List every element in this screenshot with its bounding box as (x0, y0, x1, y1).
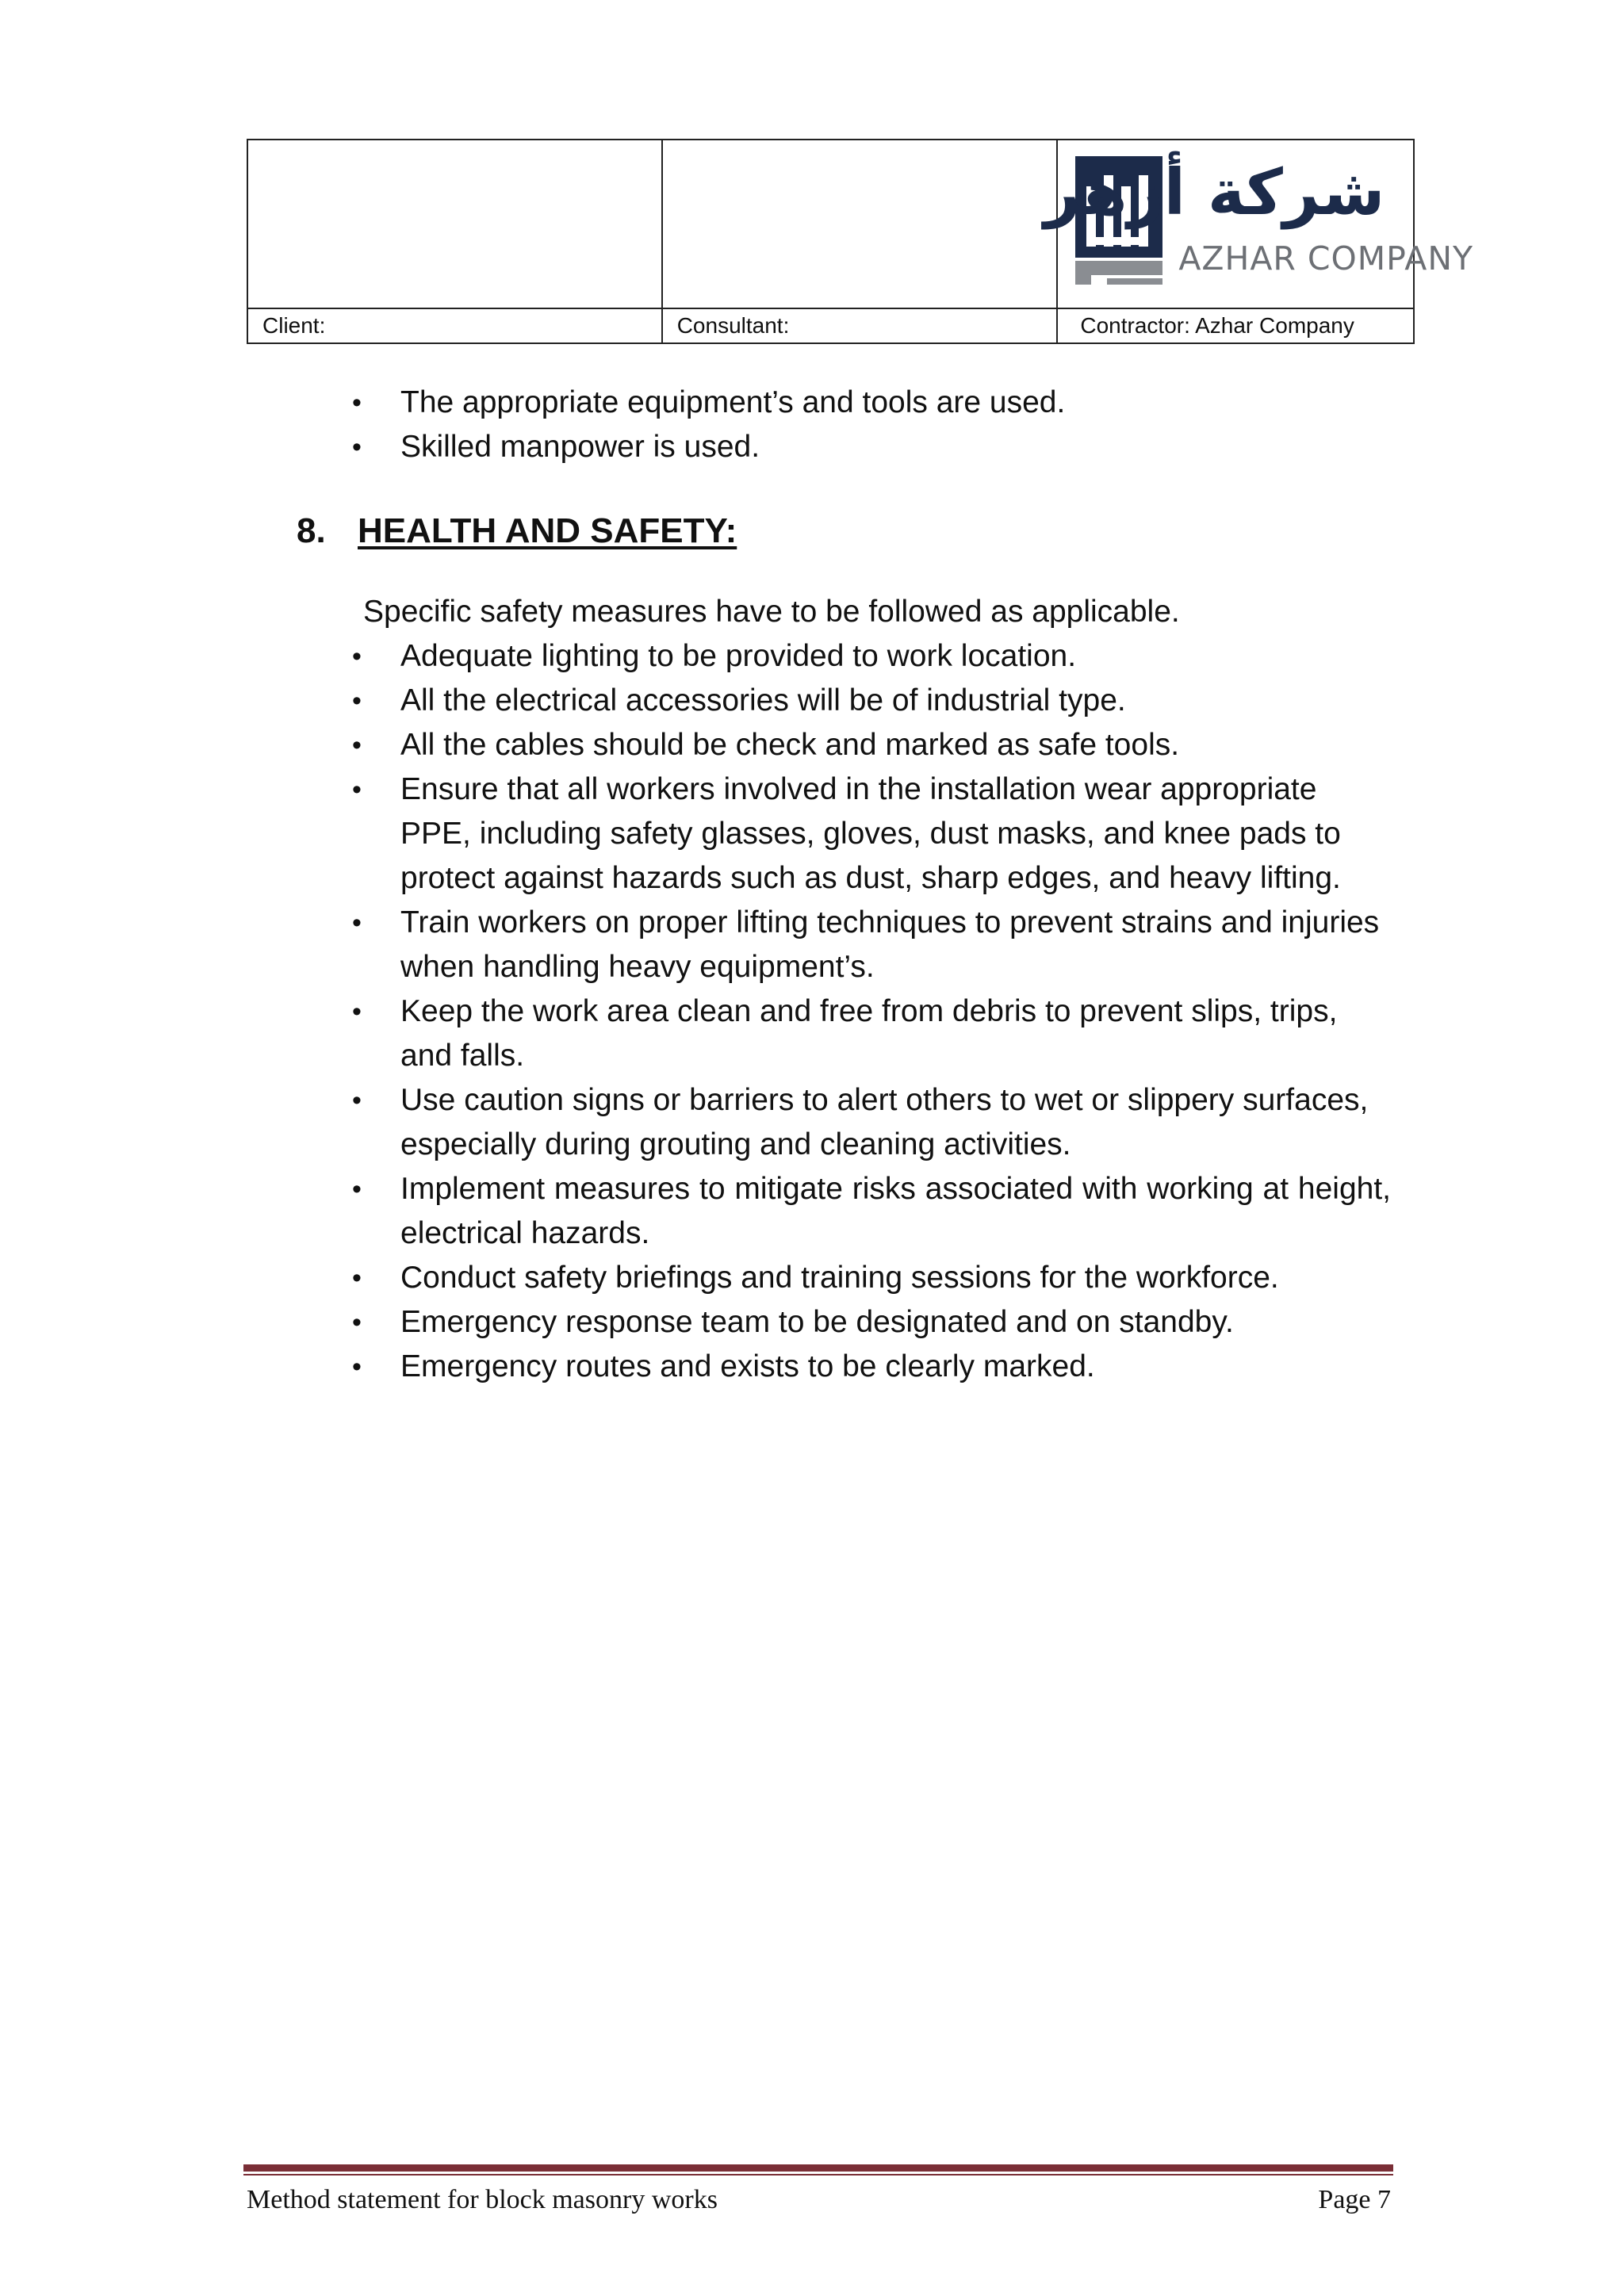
list-item: • Adequate lighting to be provided to work location. (350, 634, 1391, 679)
safety-measures-list (350, 634, 1391, 1389)
list-item: • Emergency routes and exists to be clearly marked. (350, 1345, 1391, 1389)
bullet-icon: • (352, 730, 362, 760)
footer-page-number: Page 7 (1318, 2185, 1391, 2214)
bullet-icon: • (352, 432, 362, 462)
consultant-label: Consultant: (676, 312, 790, 338)
client-logo-cell (247, 140, 662, 308)
bullet-icon: • (352, 1352, 362, 1382)
list-item: • Use caution signs or barriers to alert others to wet or slippery surfaces, especially during grouting and cleaning activities. (350, 1078, 1391, 1167)
list-item: • Train workers on proper lifting techniques to prevent strains and injuries when handling heavy equipment’s. (350, 901, 1391, 989)
section-number: 8. (297, 511, 326, 550)
section-heading (297, 507, 737, 555)
list-item: • Keep the work area clean and free from debris to prevent slips, trips, and falls. (350, 989, 1391, 1078)
bullet-icon: • (352, 1085, 362, 1115)
list-item: • Implement measures to mitigate risks associated with working at height, electrical hazards. (350, 1167, 1391, 1256)
section-intro-text: Specific safety measures have to be followed as applicable. (363, 595, 1180, 629)
bullet-icon: • (352, 641, 362, 672)
bullet-icon: • (352, 908, 362, 938)
list-item: • The appropriate equipment’s and tools are used. (350, 381, 1391, 425)
list-item: • Skilled manpower is used. (350, 425, 1391, 469)
client-label: Client: (262, 312, 326, 338)
contractor-label: Contractor: Azhar Company (1080, 312, 1354, 338)
logo-english-name: AZHAR COMPANY (1178, 239, 1474, 277)
list-item: • All the cables should be check and marked as safe tools. (350, 723, 1391, 767)
footer-divider (243, 2164, 1393, 2172)
bullet-icon: • (352, 775, 362, 805)
bullet-icon: • (352, 686, 362, 716)
bullet-icon: • (352, 1174, 362, 1204)
continued-bullet-list (350, 381, 1391, 469)
section-title: HEALTH AND SAFETY: (358, 511, 737, 550)
consultant-logo-cell (662, 140, 1058, 308)
list-item: • All the electrical accessories will be of industrial type. (350, 679, 1391, 723)
logo-arabic-name: شركة أزهر (1044, 155, 1385, 229)
footer-divider-thin (243, 2174, 1393, 2175)
contractor-logo-cell (1044, 140, 1474, 308)
list-item: • Ensure that all workers involved in the installation wear appropriate PPE, including safety glasses, gloves, dust masks, and knee pads to protect against hazards such as dust, sharp edges, and heavy lifting. (350, 767, 1391, 901)
azhar-company-logo (1044, 155, 1474, 285)
list-item: • Emergency response team to be designated and on standby. (350, 1300, 1391, 1345)
bullet-icon: • (352, 1263, 362, 1293)
bullet-icon: • (352, 388, 362, 418)
bullet-icon: • (352, 997, 362, 1027)
document-header-table (247, 139, 1474, 344)
list-item: • Conduct safety briefings and training sessions for the workforce. (350, 1256, 1391, 1300)
bullet-icon: • (352, 1307, 362, 1337)
footer-document-title: Method statement for block masonry works (247, 2185, 718, 2214)
